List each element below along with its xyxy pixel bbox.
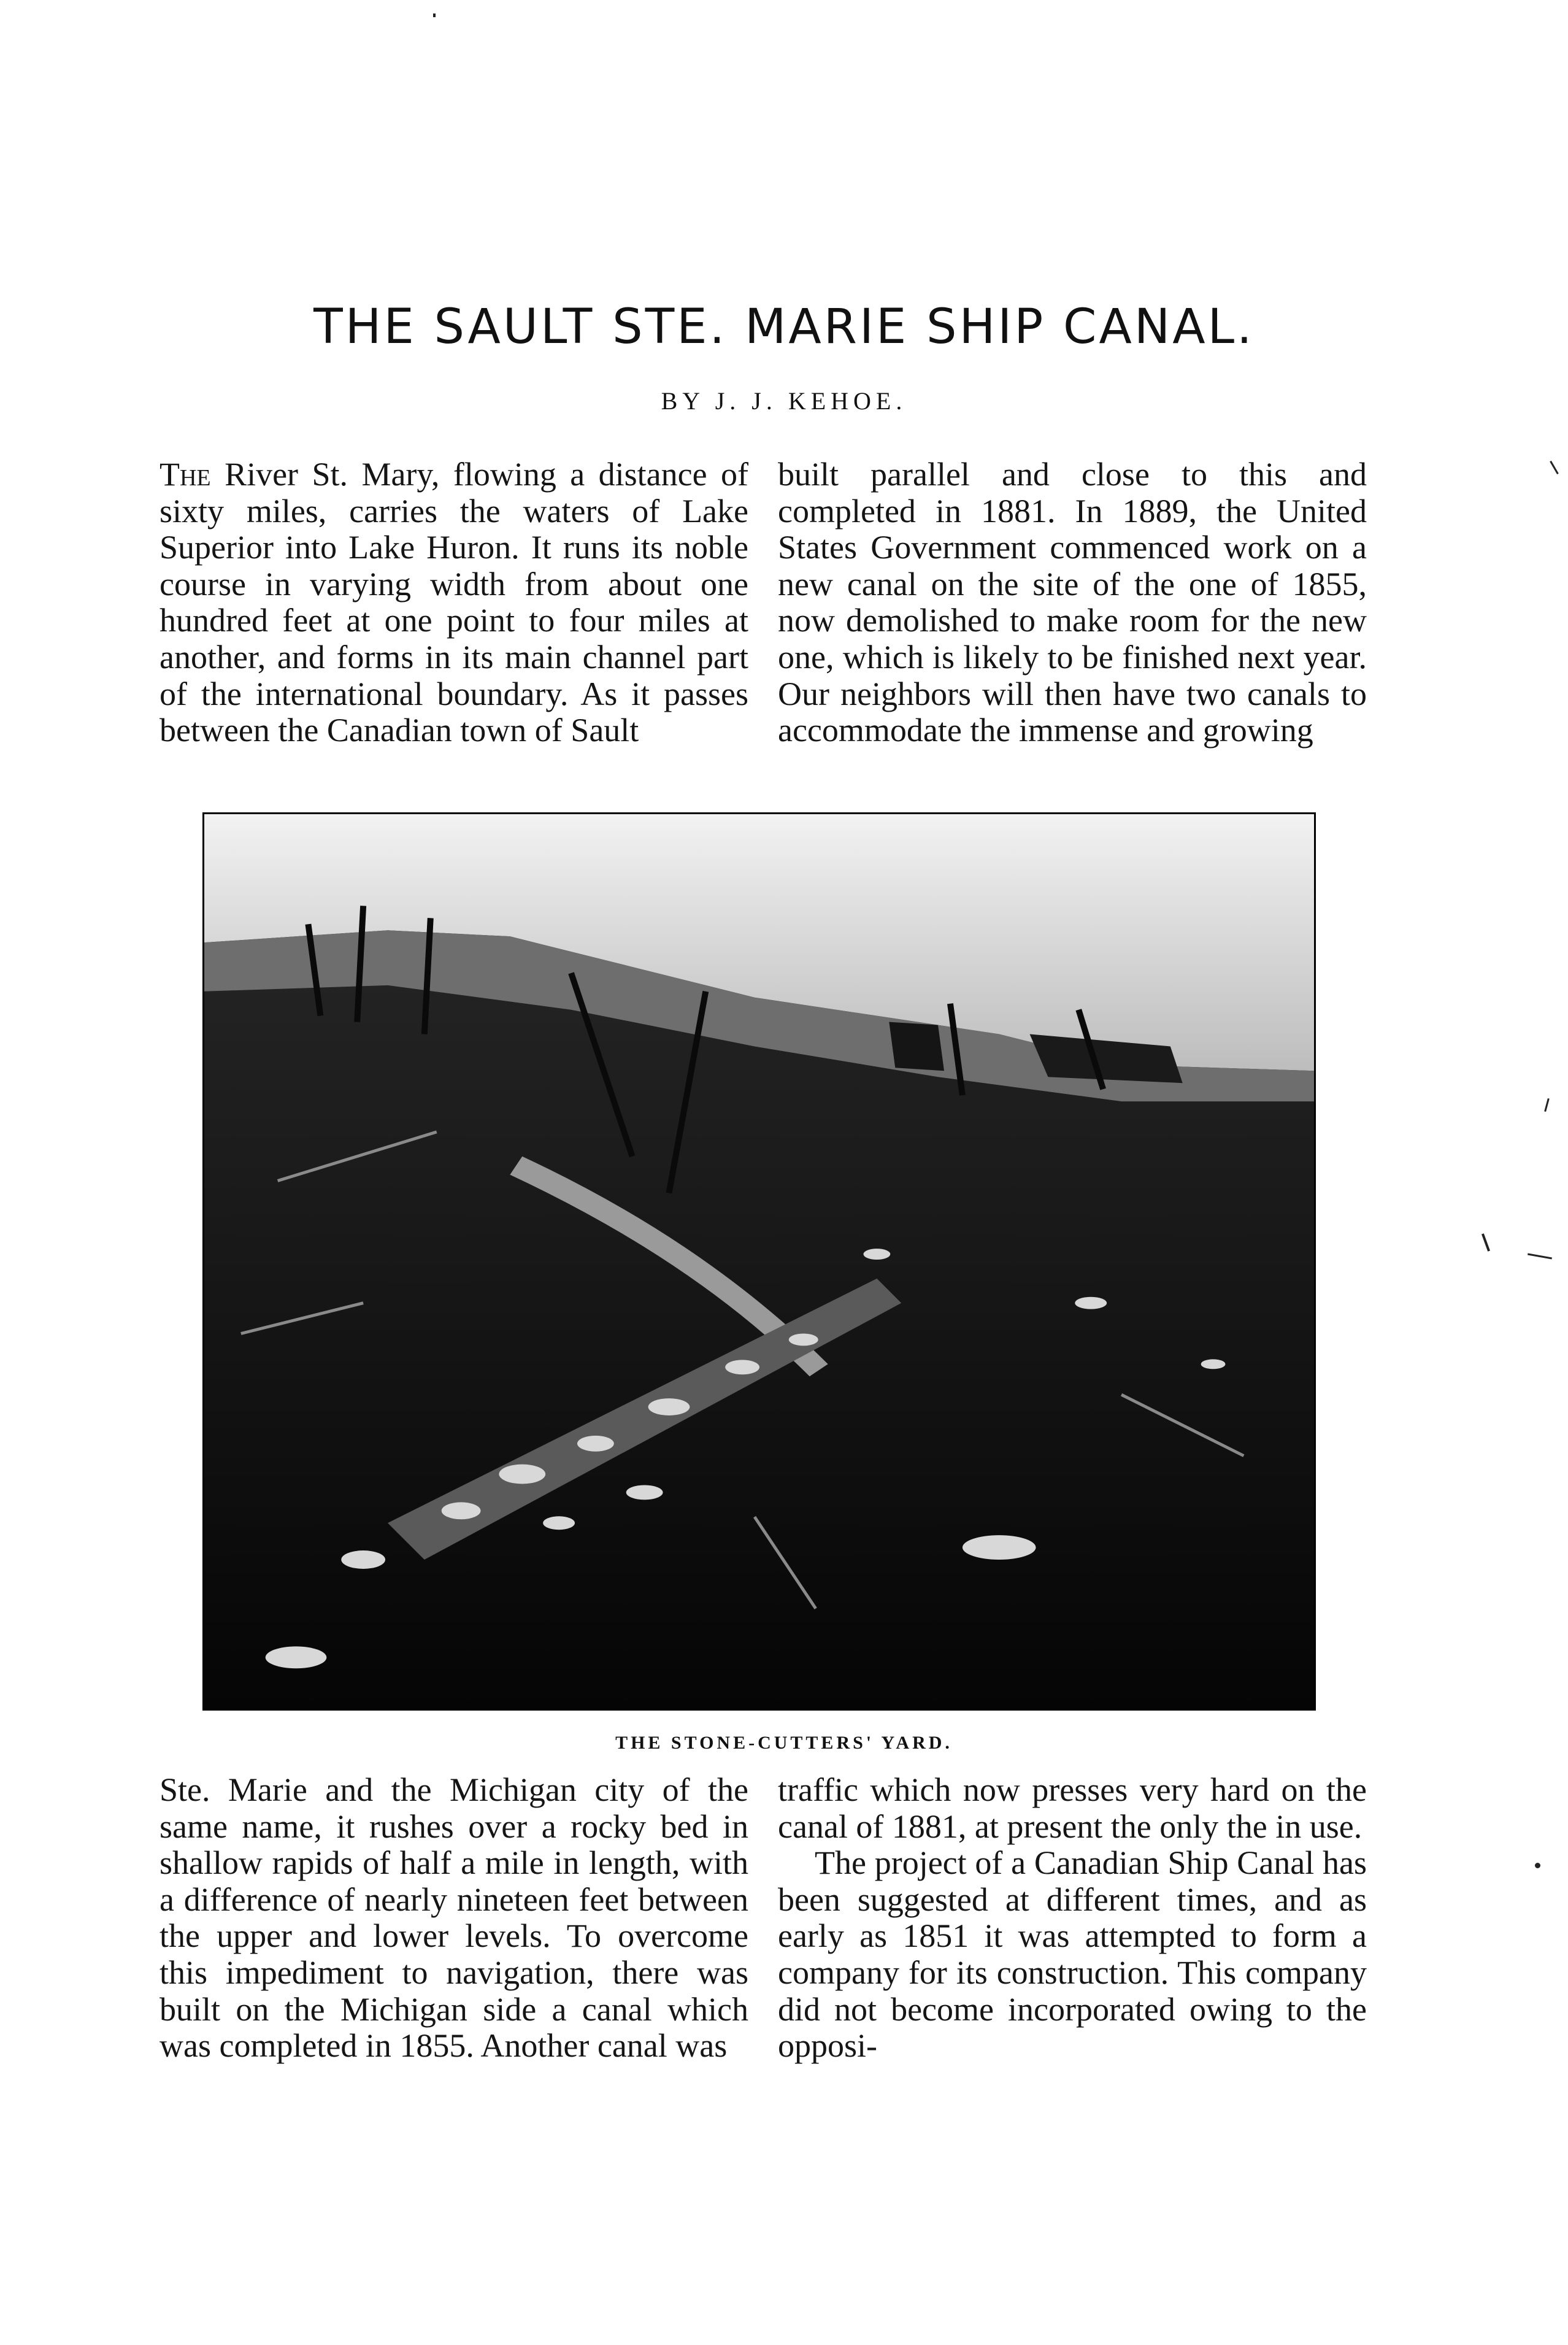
article-byline: BY J. J. KEHOE. <box>661 387 907 415</box>
paragraph-bottom-left: Ste. Marie and the Michigan city of the same name, it rushes over a rocky bed in shallow rapids of half a mile in length, with a difference of nearly nineteen feet between the upper and lower levels. To overcome this impediment to navigation, there was built on the Michigan side a canal which was completed in 1855. Another canal was <box>159 1771 748 2065</box>
scan-speck <box>433 13 436 17</box>
scan-speck <box>1544 1098 1550 1112</box>
stone-cutters-yard-photo <box>202 812 1316 1711</box>
paragraph-top-right: built parallel and close to this and completed in 1881. In 1889, the United States Government commenced work on a new canal on the site of the one of 1855, now demolished to make room for the new one, which is likely to be finished next year. Our neighbors will then have two canals to accommodate the immense and growing <box>778 456 1367 749</box>
paragraph-intro-text: River St. Mary, flowing a distance of sixty miles, carries the waters of Lake Superior into Lake Huron. It runs its noble course in varying width from about one hundred feet at one point to four miles at another, and forms in its main channel part of the international boundary. As it passes between the Canadian town of Sault <box>159 456 748 749</box>
paragraph-bottom-right-2: The project of a Canadian Ship Canal has been suggested at different times, and as early as 1851 it was attempted to form a company for its construction. This company did not become incorporated owing to the opposi- <box>778 1844 1367 2065</box>
scan-speck <box>1535 1863 1540 1868</box>
column-bottom-right <box>778 1772 1367 2065</box>
column-bottom-left <box>159 1772 748 2065</box>
column-top-right <box>778 456 1367 749</box>
paragraph-intro <box>159 456 748 749</box>
scan-speck <box>1482 1233 1490 1252</box>
scan-speck <box>1550 461 1559 474</box>
photo-illustration <box>204 814 1314 1709</box>
lead-word: The <box>159 456 211 493</box>
column-top-left <box>159 456 748 749</box>
scan-speck <box>1528 1253 1552 1260</box>
paragraph-bottom-right-1: traffic which now presses very hard on the canal of 1881, at present the only the in use. <box>778 1771 1367 1845</box>
article-title: THE SAULT STE. MARIE SHIP CANAL. <box>313 299 1255 355</box>
figure-caption: THE STONE-CUTTERS' YARD. <box>615 1733 953 1753</box>
